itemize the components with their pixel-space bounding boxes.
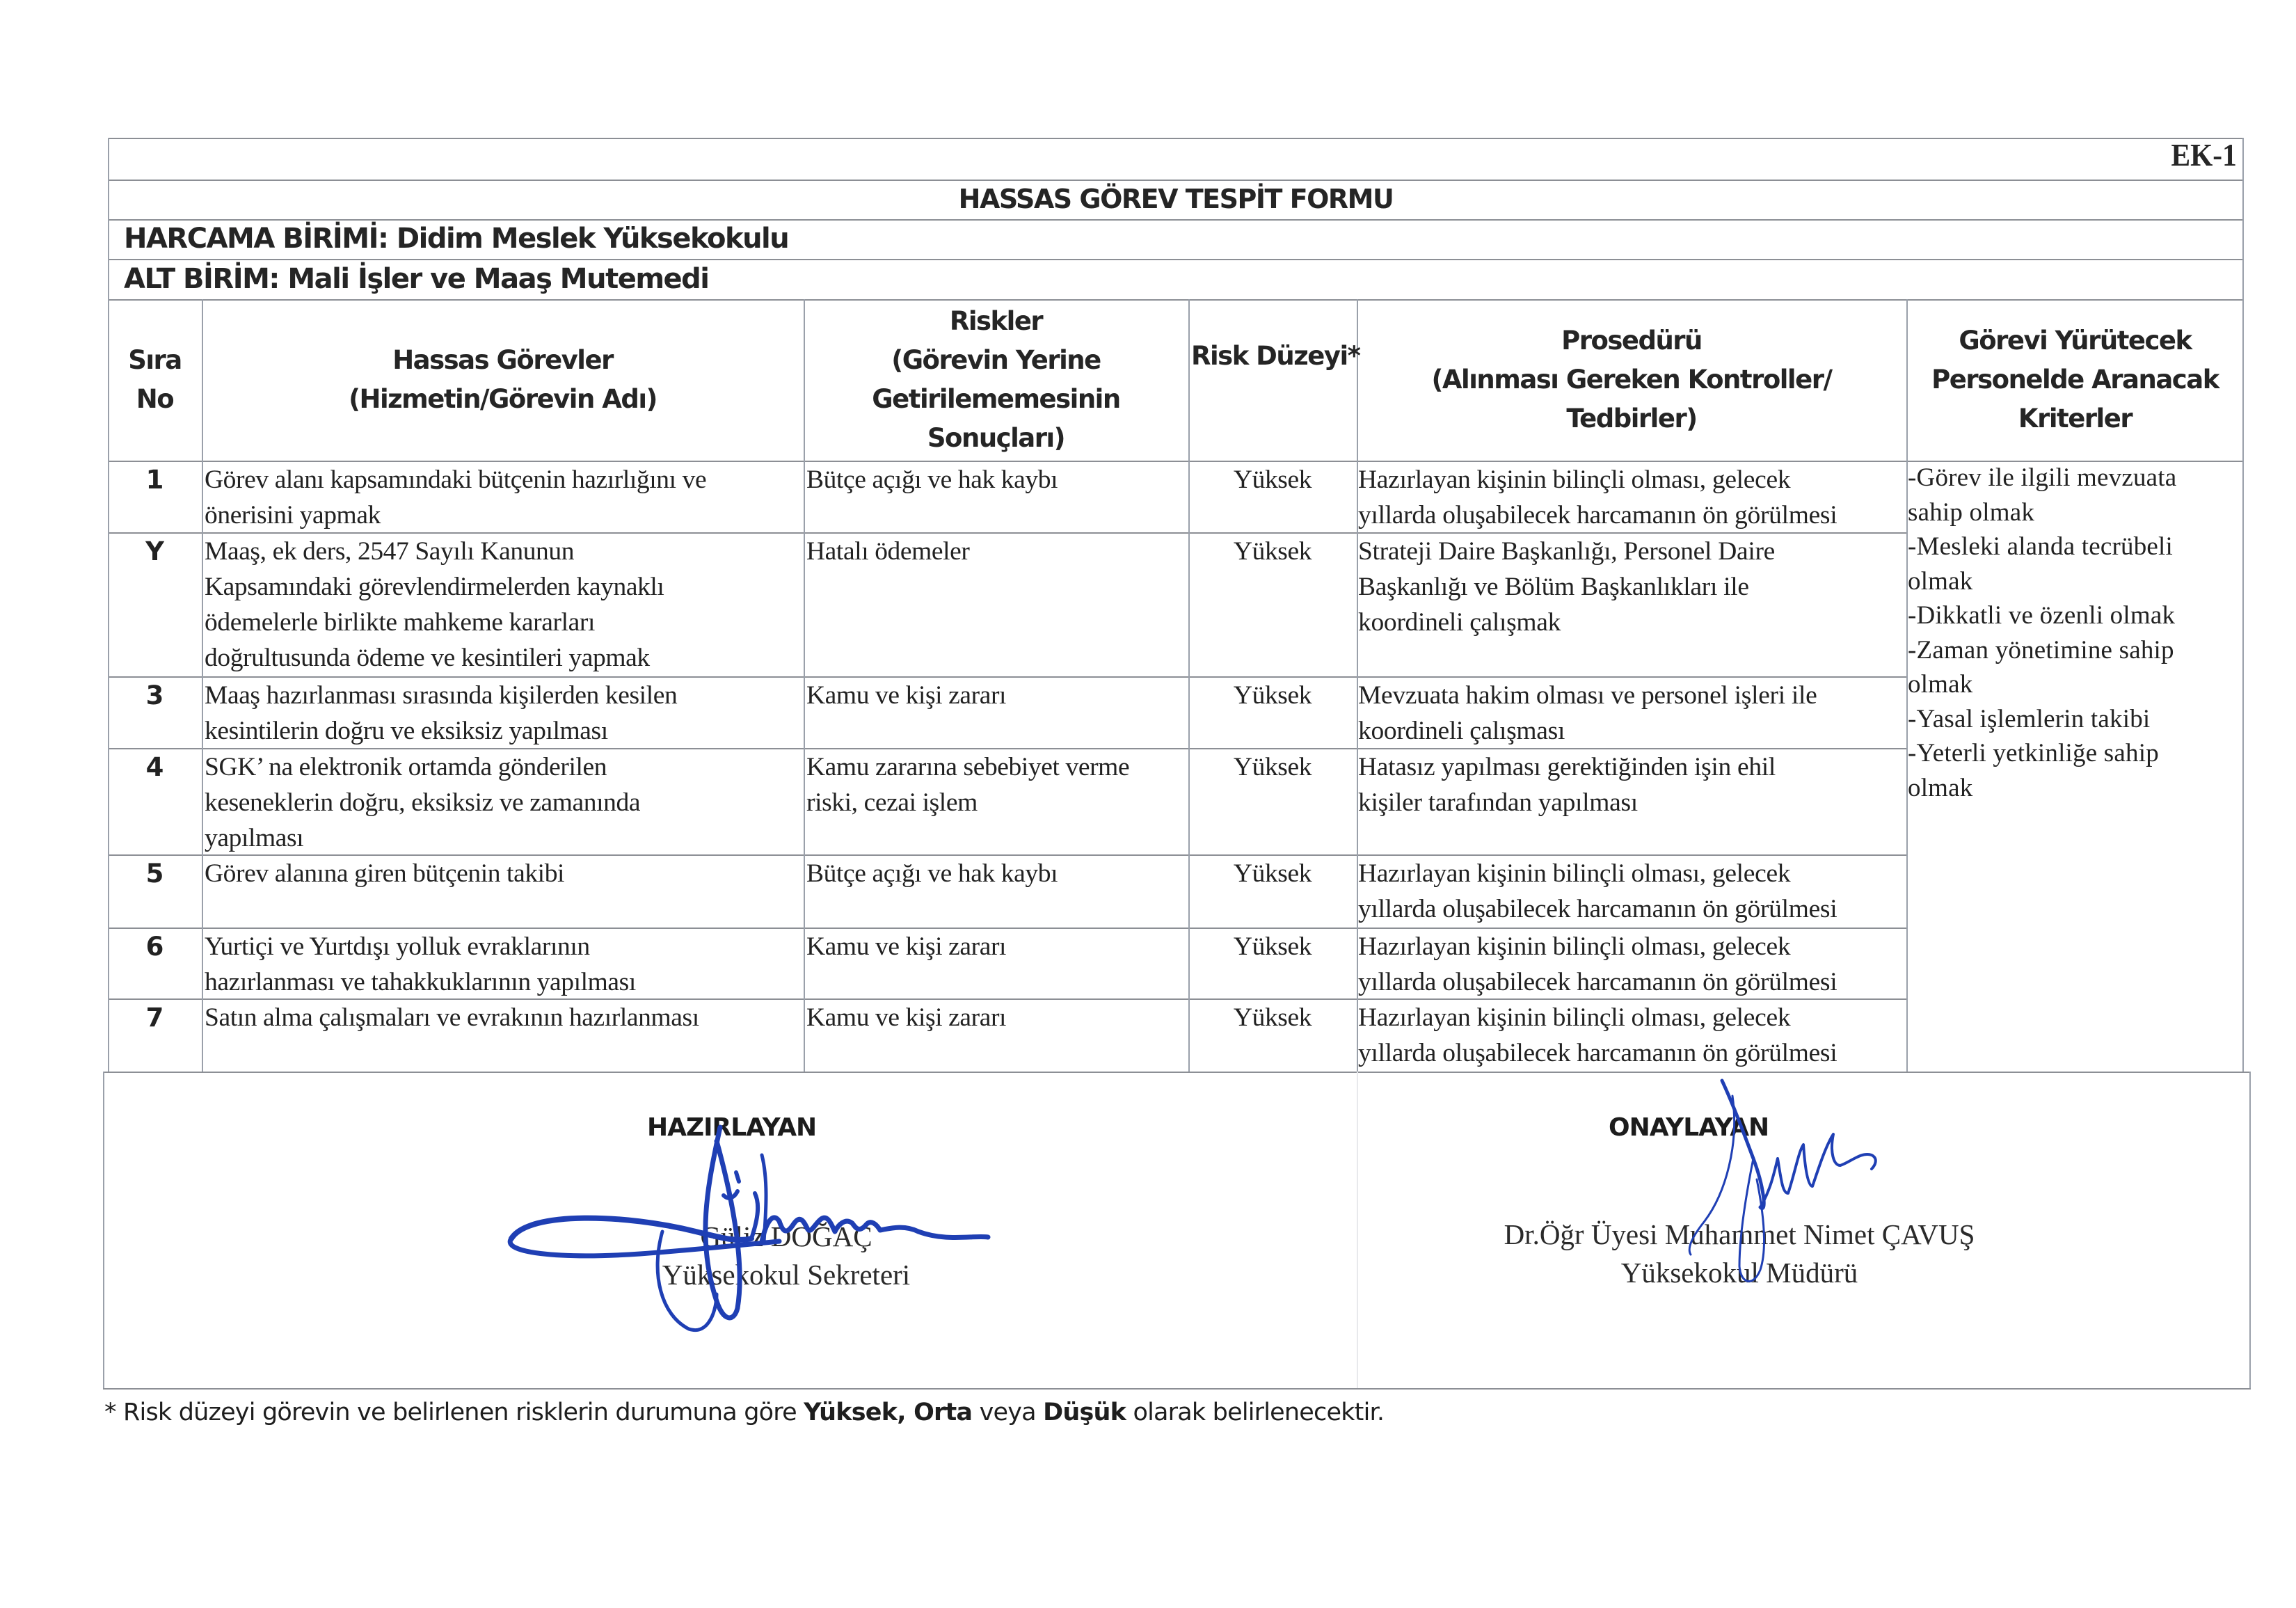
task-cell-line: keseneklerin doğru, eksiksiz ve zamanında [205,788,641,817]
procedure-cell [1358,534,1908,640]
header-criteria-line2: Personelde Aranacak [1931,365,2219,395]
risk-cell-line: Bütçe açığı ve hak kaybı [806,859,1058,888]
harcama-birimi-value: Didim Meslek Yüksekokulu [396,223,789,255]
procedure-cell-line: Başkanlığı ve Bölüm Başkanlıkları ile [1358,573,1749,601]
footnote-high: Yüksek, [804,1399,906,1426]
procedure-cell-line: kişiler tarafından yapılması [1358,788,1638,817]
task-cell-line: önerisini yapmak [205,501,381,530]
header-procedure-line3: Tedbirler) [1566,404,1697,433]
task-cell-line: Yurtiçi ve Yurtdışı yolluk evraklarının [205,932,590,961]
table-border-bottom [103,1388,2251,1390]
risk-cell-line: Kamu ve kişi zararı [806,932,1007,961]
risk-cell [806,678,1186,713]
task-cell [205,1000,802,1035]
task-cell-line: Görev alanına giren bütçenin takibi [205,859,565,888]
criteria-item: olmak [1908,773,1973,802]
risk-level-cell: Yüksek [1233,681,1312,710]
task-cell-line: Maaş hazırlanması sırasında kişilerden kesilen [205,681,678,710]
header-risk-line4: Sonuçları) [927,423,1065,453]
prepared-signature [487,1099,1016,1350]
risk-level-cell: Yüksek [1233,932,1312,961]
header-riskler [804,299,1188,461]
header-task-line2: (Hizmetin/Görevin Adı) [349,384,657,414]
procedure-cell-line: yıllarda oluşabilecek harcamanın ön görülmesi [1358,501,1837,530]
procedure-cell-line: yıllarda oluşabilecek harcamanın ön görülmesi [1358,1039,1837,1067]
header-risk-line3: Getirilememesinin [872,384,1120,414]
task-cell-line: Maaş, ek ders, 2547 Sayılı Kanunun [205,537,575,566]
header-prosedur [1357,299,1906,461]
risk-cell-line: Kamu ve kişi zararı [806,1003,1007,1032]
header-risk-line1: Riskler [949,306,1043,336]
harcama-birimi-label: HARCAMA BİRİMİ: [124,223,388,255]
prepared-title: HAZIRLAYAN [647,1113,817,1142]
task-cell-line: ödemelerle birlikte mahkeme kararları [205,608,595,637]
procedure-cell-line: Hatasız yapılması gerektiğinden işin ehil [1358,753,1776,781]
header-task-line1: Hassas Görevler [392,345,613,375]
procedure-cell-line: yıllarda oluşabilecek harcamanın ön görülmesi [1358,968,1837,996]
criteria-item: -Mesleki alanda tecrübeli [1908,532,2173,561]
alt-birim [124,259,709,299]
header-no-line: No [136,384,174,414]
header-hassas-gorevler [202,299,804,461]
signature-border-right [2249,1072,2251,1388]
header-risk-duzeyi: Risk Düzeyi* [1191,341,1360,371]
risk-cell-line: Bütçe açığı ve hak kaybı [806,465,1058,494]
procedure-cell-line: koordineli çalışmak [1358,608,1561,637]
approved-name: Dr.Öğr Üyesi Muhammet Nimet ÇAVUŞ [1504,1218,1975,1250]
footnote-suffix: olarak belirlenecektir. [1126,1399,1385,1426]
header-sira-no [108,299,202,461]
risk-level-cell: Yüksek [1233,753,1312,781]
alt-birim-label: ALT BİRİM: [124,263,279,295]
row-number: 7 [145,1003,164,1033]
annex-label: EK-1 [2171,137,2237,173]
risk-cell [806,856,1186,891]
risk-level-cell: Yüksek [1233,1003,1312,1032]
criteria-cell [1908,461,2242,805]
criteria-item: sahip olmak [1908,497,2035,527]
task-cell-line: yapılması [205,824,304,852]
task-cell [205,678,802,749]
task-cell [205,534,802,676]
prepared-position: Yüksekokul Sekreteri [662,1259,911,1291]
criteria-item: -Zaman yönetimine sahip [1908,635,2174,664]
procedure-cell [1358,929,1908,1000]
procedure-cell [1358,856,1908,927]
risk-level-footnote [104,1399,1384,1426]
task-cell-line: Görev alanı kapsamındaki bütçenin hazırlığını ve [205,465,707,494]
row-number: Y [145,536,164,566]
task-cell [205,462,802,533]
alt-birim-value: Mali İşler ve Maaş Mutemedi [287,263,709,295]
procedure-cell [1358,1000,1908,1071]
risk-level-cell: Yüksek [1233,537,1312,566]
risk-cell-line: Kamu ve kişi zararı [806,681,1007,710]
risk-cell [806,749,1186,820]
procedure-cell-line: Hazırlayan kişinin bilinçli olması, gelecek [1358,465,1791,494]
prepared-name: Güliz DOĞAÇ [700,1220,872,1252]
criteria-item: -Dikkatli ve özenli olmak [1908,601,2176,630]
risk-cell [806,534,1186,569]
task-cell [205,749,802,856]
procedure-cell [1358,678,1908,749]
risk-cell-line: Hatalı ödemeler [806,537,970,566]
header-risk-line2: (Görevin Yerine [891,345,1101,375]
task-cell-line: Satın alma çalışmaları ve evrakının hazırlanması [205,1003,699,1032]
risk-cell [806,462,1186,497]
row-divider [103,1072,2251,1073]
footnote-medium: Orta [905,1399,973,1426]
risk-cell [806,1000,1186,1035]
procedure-cell-line: koordineli çalışması [1358,717,1565,745]
row-number: 6 [145,932,164,962]
procedure-cell-line: Strateji Daire Başkanlığı, Personel Daire [1358,537,1775,566]
criteria-item: -Görev ile ilgili mevzuata [1908,463,2177,492]
signature-border-left [103,1072,104,1388]
header-kriterler [1906,299,2244,461]
footnote-low: Düşük [1043,1399,1126,1426]
form-title: HASSAS GÖREV TESPİT FORMU [958,184,1394,214]
row-number: 1 [145,465,164,495]
criteria-item: -Yeterli yetkinliğe sahip [1908,739,2159,767]
task-cell-line: kesintilerin doğru ve eksiksiz yapılması [205,717,608,745]
task-cell [205,929,802,1000]
harcama-birimi [124,219,788,259]
task-cell-line: Kapsamındaki görevlendirmelerden kaynaklı [205,573,664,601]
criteria-item: olmak [1908,670,1973,699]
task-cell-line: SGK’ na elektronik ortamda gönderilen [205,753,607,781]
header-procedure-line2: (Alınması Gereken Kontroller/ [1431,365,1832,395]
task-cell-line: doğrultusunda ödeme ve kesintileri yapmak [205,644,650,672]
approved-signature [1621,1075,1913,1298]
header-criteria-line3: Kriterler [2018,404,2132,433]
header-procedure-line1: Prosedürü [1561,326,1702,356]
criteria-item: olmak [1908,566,1973,596]
row-number: 3 [145,680,164,710]
signature-divider [1357,1072,1358,1388]
task-cell [205,856,802,891]
task-cell-line: hazırlanması ve tahakkuklarının yapılması [205,968,636,996]
risk-level-cell: Yüksek [1233,465,1312,494]
procedure-cell [1358,462,1908,533]
risk-cell [806,929,1186,964]
risk-cell-line: riski, cezai işlem [806,788,978,817]
procedure-cell-line: Hazırlayan kişinin bilinçli olması, gelecek [1358,932,1791,961]
table-border-top [108,138,2244,139]
footnote-mid-text: veya [972,1399,1044,1426]
procedure-cell-line: Mevzuata hakim olması ve personel işleri ile [1358,681,1817,710]
criteria-item: -Yasal işlemlerin takibi [1908,704,2151,733]
row-number: 5 [145,859,164,889]
procedure-cell-line: Hazırlayan kişinin bilinçli olması, gelecek [1358,1003,1791,1032]
row-number: 4 [145,752,164,782]
procedure-cell-line: Hazırlayan kişinin bilinçli olması, gelecek [1358,859,1791,888]
procedure-cell [1358,749,1908,820]
approved-position: Yüksekokul Müdürü [1620,1257,1858,1289]
risk-level-cell: Yüksek [1233,859,1312,888]
risk-cell-line: Kamu zararına sebebiyet verme [806,753,1130,781]
table-border-right [2242,138,2244,1072]
footnote-prefix: * Risk düzeyi görevin ve belirlenen risklerin durumuna göre [104,1399,804,1426]
procedure-cell-line: yıllarda oluşabilecek harcamanın ön görülmesi [1358,895,1837,923]
header-sira-line: Sıra [128,345,182,375]
approved-title: ONAYLAYAN [1609,1113,1769,1142]
header-criteria-line1: Görevi Yürütecek [1959,326,2192,356]
